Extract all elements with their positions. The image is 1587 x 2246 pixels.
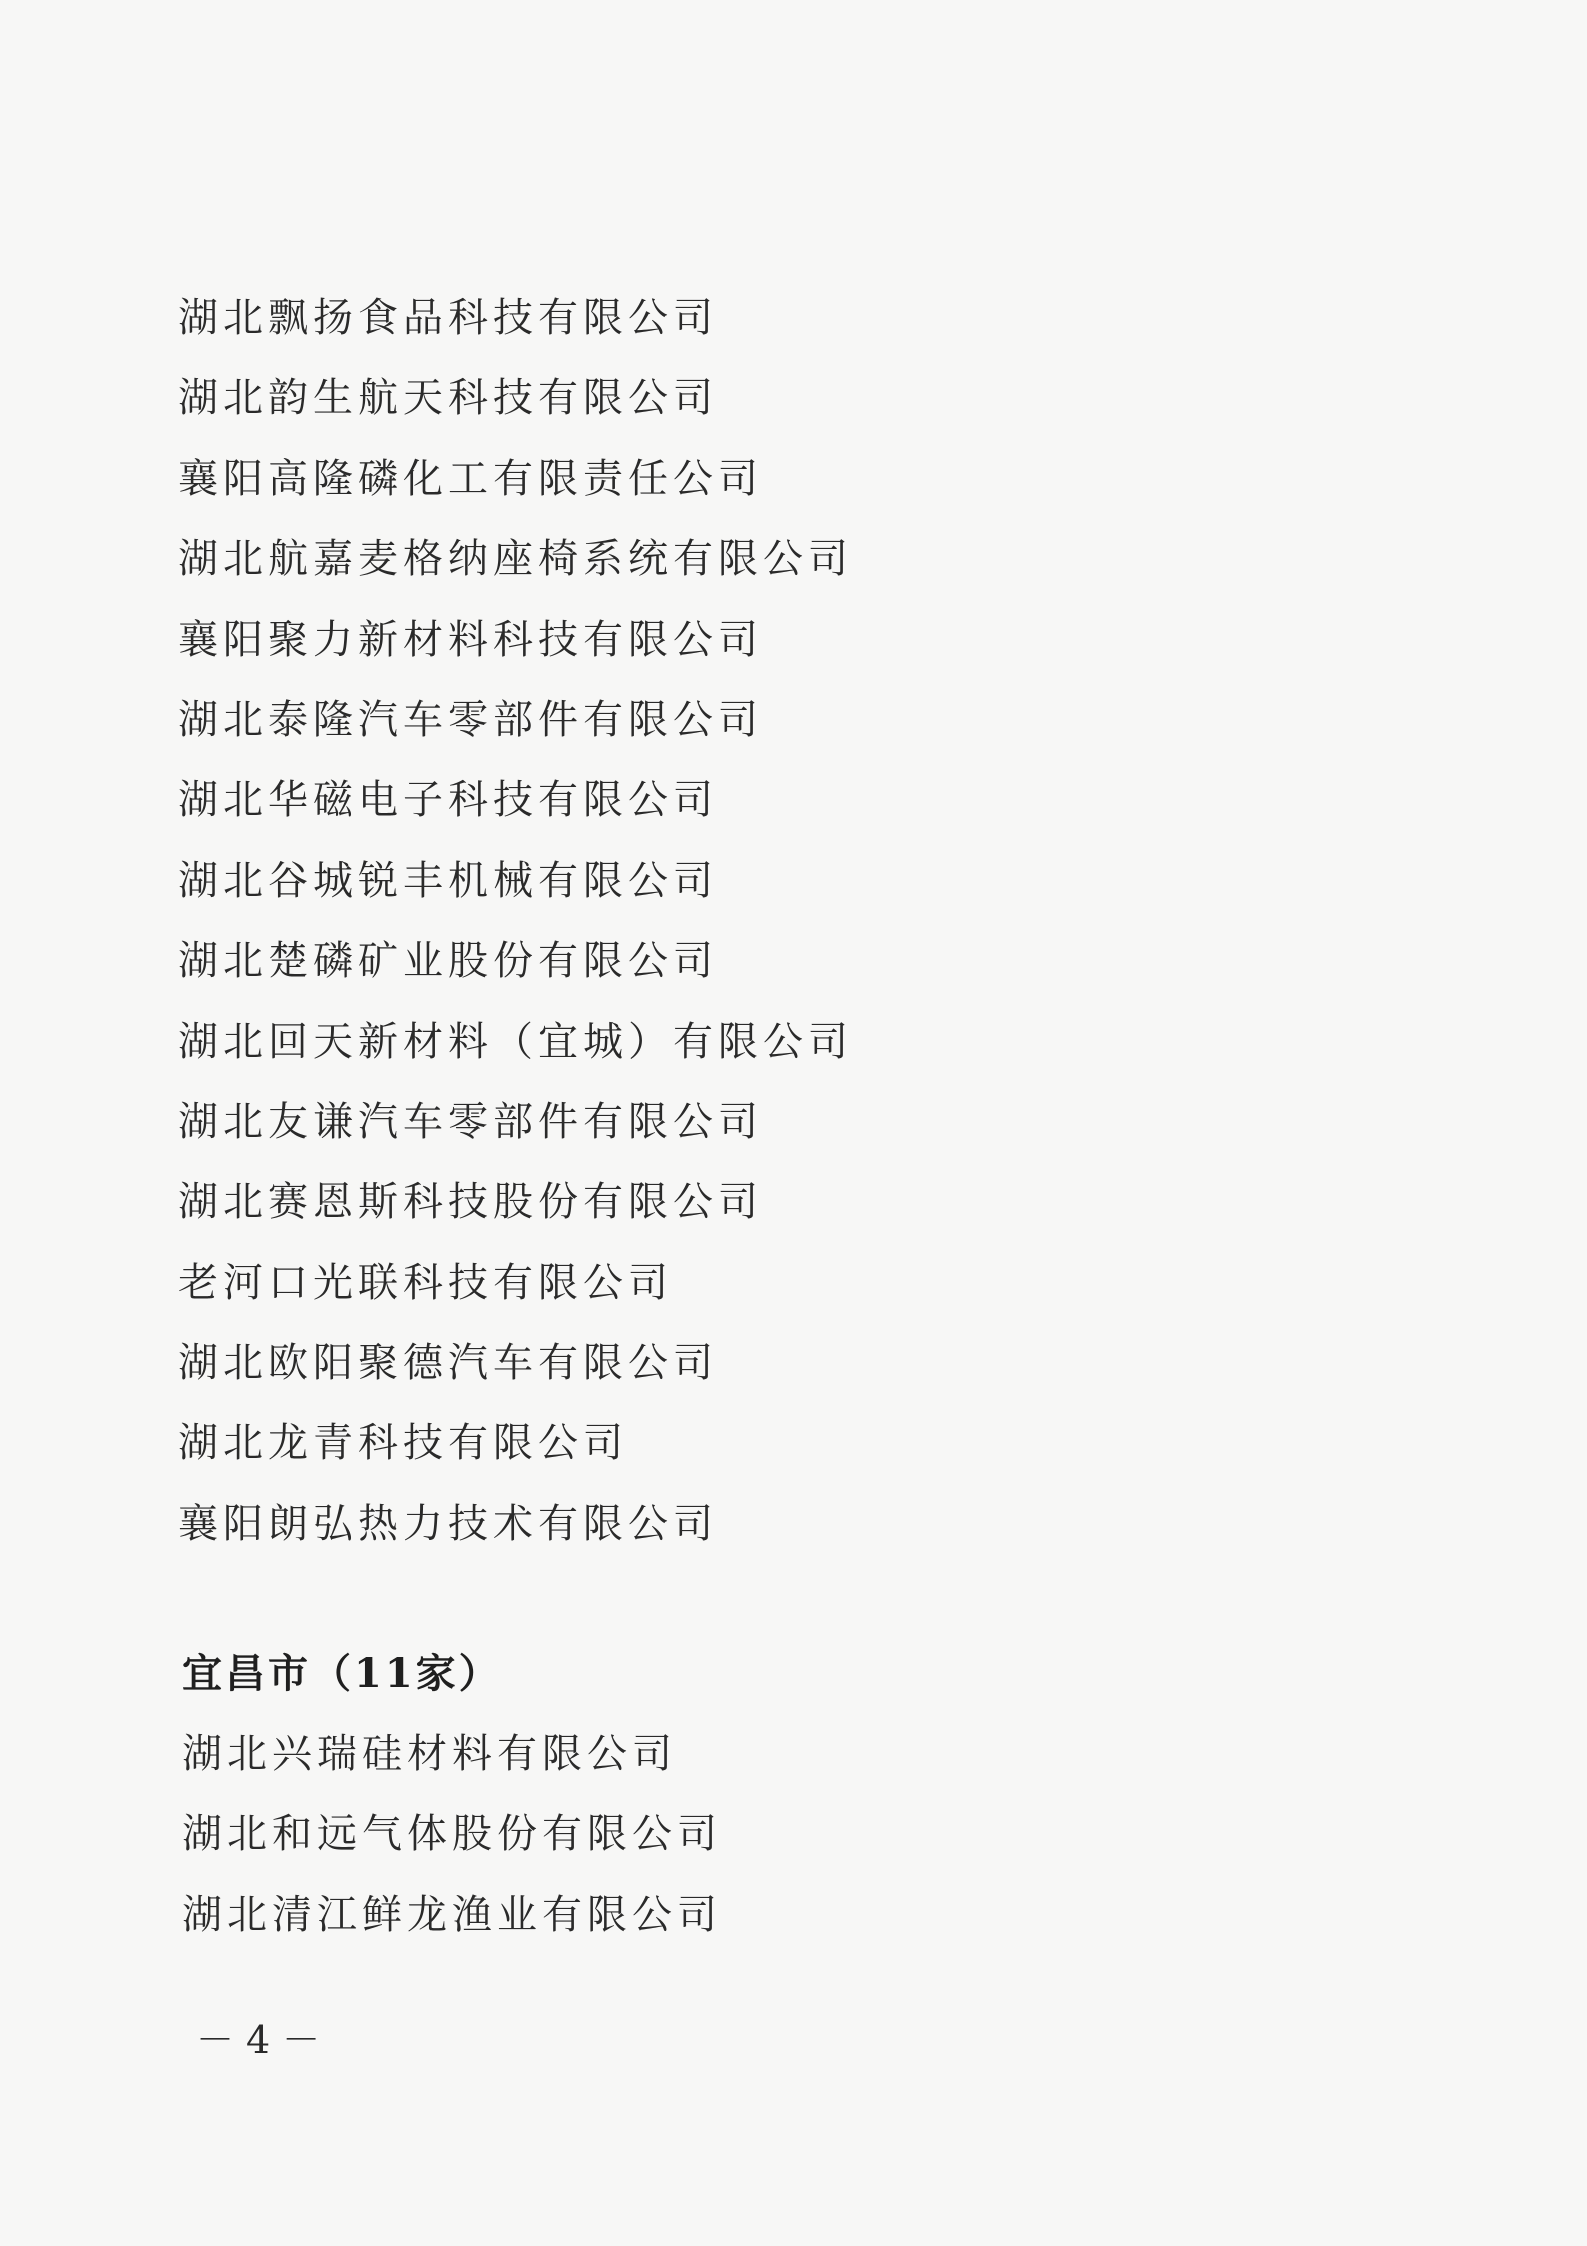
company-list (178, 278, 853, 1564)
list-item: 湖北泰隆汽车零部件有限公司 (178, 696, 763, 743)
list-item: 湖北龙青科技有限公司 (178, 1420, 628, 1467)
list-item: 湖北航嘉麦格纳座椅系统有限公司 (178, 536, 853, 583)
list-item: 襄阳聚力新材料科技有限公司 (178, 616, 763, 663)
list-item: 湖北兴瑞硅材料有限公司 (182, 1731, 677, 1777)
list-item: 湖北赛恩斯科技股份有限公司 (178, 1179, 763, 1226)
list-item: 湖北飘扬食品科技有限公司 (178, 295, 718, 341)
page-number: －4－ (196, 2018, 333, 2062)
list-item: 湖北欧阳聚德汽车有限公司 (178, 1340, 718, 1387)
list-item: 襄阳高隆磷化工有限责任公司 (178, 455, 763, 502)
list-item: 湖北清江鲜龙渔业有限公司 (182, 1891, 722, 1938)
list-item: 湖北楚磷矿业股份有限公司 (178, 938, 718, 985)
list-item: 湖北友谦汽车零部件有限公司 (178, 1098, 763, 1145)
list-item: 襄阳朗弘热力技术有限公司 (178, 1500, 718, 1547)
list-item: 湖北和远气体股份有限公司 (182, 1811, 722, 1858)
company-list (182, 1714, 722, 1955)
list-item: 老河口光联科技有限公司 (178, 1259, 673, 1306)
list-item: 湖北华磁电子科技有限公司 (178, 777, 718, 824)
section-heading: 宜昌市（11家） (182, 1650, 502, 1697)
list-item: 湖北回天新材料（宜城）有限公司 (178, 1018, 853, 1065)
list-item: 湖北谷城锐丰机械有限公司 (178, 857, 718, 904)
list-item: 湖北韵生航天科技有限公司 (178, 375, 718, 422)
